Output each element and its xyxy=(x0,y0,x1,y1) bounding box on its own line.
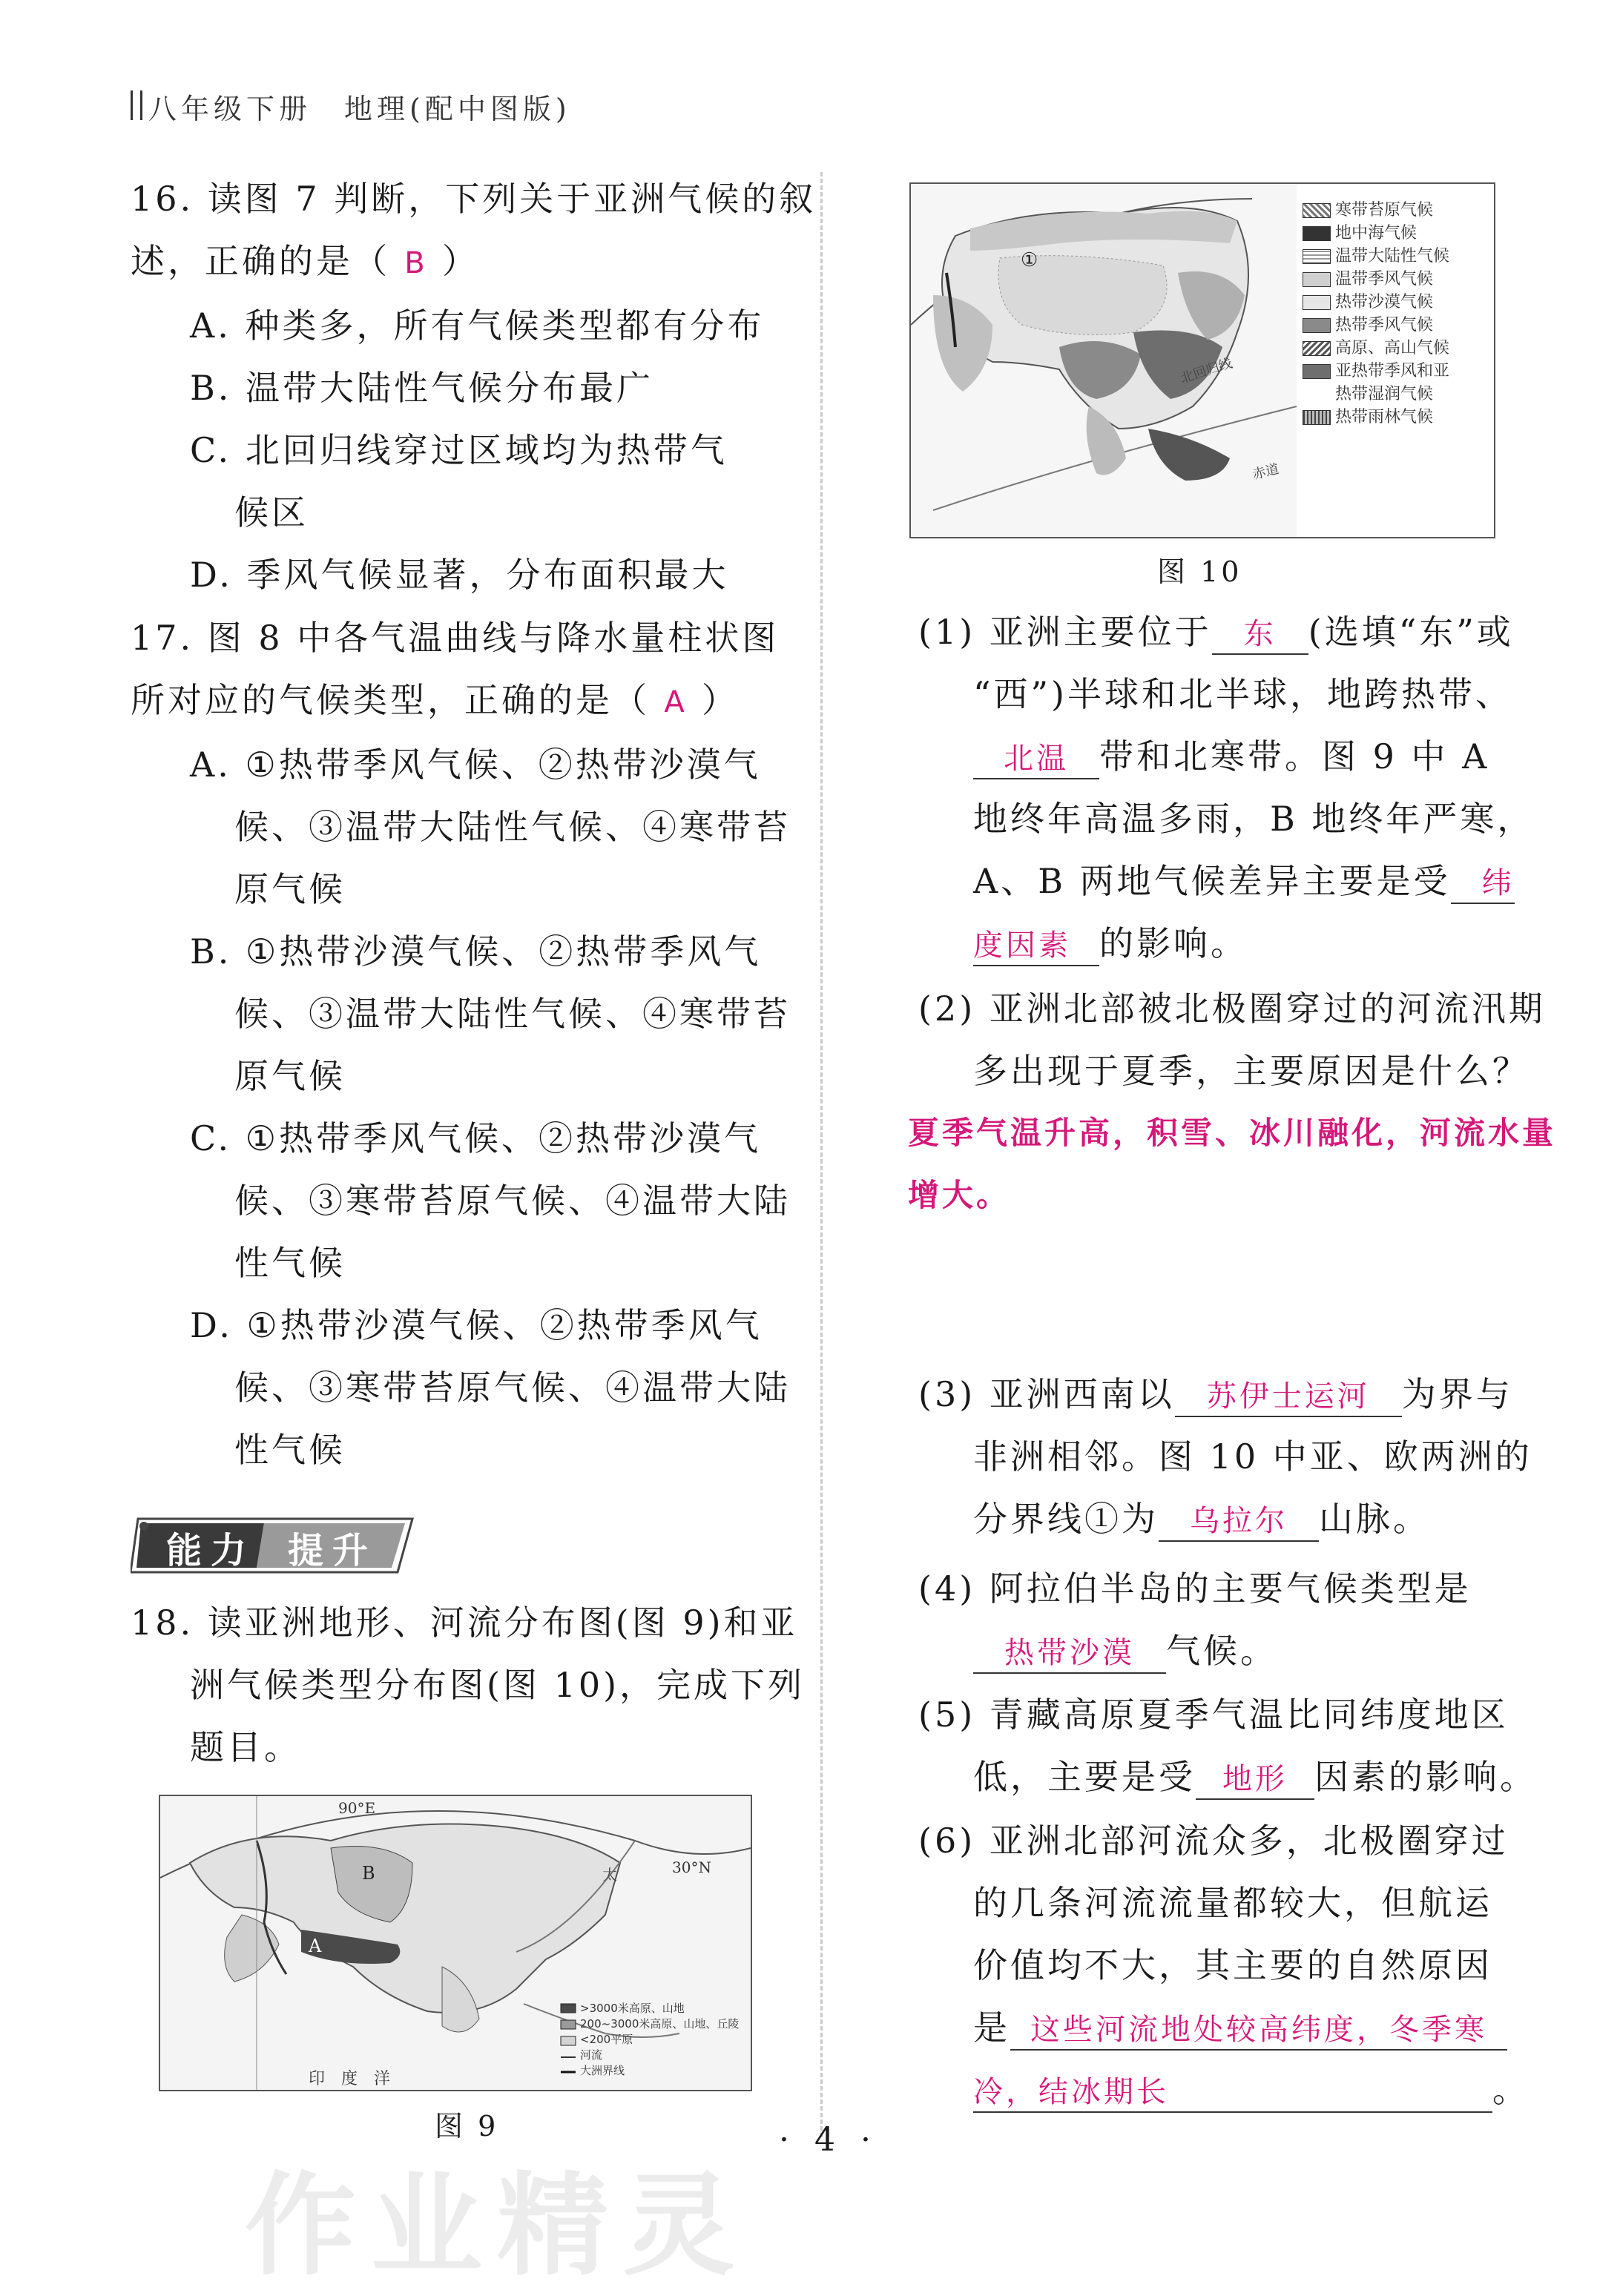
q17-option-a: A. ①热带季风气候、②热带沙漠气 xyxy=(190,745,761,785)
fig9-legend-item: <200平原 xyxy=(580,2033,633,2046)
page-header: 八年级下册 地理(配中图版) xyxy=(148,93,571,125)
fig9-ocean-label: 印 度 洋 xyxy=(309,2070,391,2088)
fig10-legend-item: 温带大陆性气候 xyxy=(1303,245,1449,268)
fig10-tropic-label: 北回归线 xyxy=(1178,355,1234,387)
q16-answer: B xyxy=(404,246,428,280)
fig10-legend-item: 地中海气候 xyxy=(1303,222,1449,245)
fig10-legend-item: 热带雨林气候 xyxy=(1303,406,1449,429)
section-label-1: 能力 xyxy=(166,1530,256,1571)
q17-answer: A xyxy=(664,685,688,719)
figure-10-caption: 图 10 xyxy=(1157,555,1242,588)
p6-line-3: 价值均不大，其主要的自然原因 xyxy=(973,1945,1492,1985)
fig10-marker: ① xyxy=(1021,249,1038,271)
fig9-label-a: A xyxy=(309,1936,322,1956)
q16-line-1: 16. 读图 7 判断，下列关于亚洲气候的叙 xyxy=(131,179,817,219)
section-badge xyxy=(131,1513,412,1571)
fig9-label-b: B xyxy=(362,1863,375,1884)
fig10-legend-item: 热带沙漠气候 xyxy=(1303,291,1449,314)
p4-line-1: (4) 阿拉伯半岛的主要气候类型是 xyxy=(918,1568,1472,1609)
fig9-legend xyxy=(580,2001,739,2079)
question-18-part-1: (1) 亚洲主要位于 东 (选填“东”或 “西”)半球和北半球，地跨热带、 北温 带和北寒带。图 9 中 A 地终年高温多雨，B 地终年严寒， A、B 两地气候差异主要是受 纬 度因素 的影响。 xyxy=(918,601,1534,974)
fig10-legend-item: 热带季风气候 xyxy=(1303,314,1449,337)
q17-option-c-cont2: 性气候 xyxy=(234,1243,346,1283)
q18-line-2: 洲气候类型分布图(图 10)，完成下列 xyxy=(190,1665,806,1705)
answer-latitude-1: 纬 xyxy=(1481,866,1515,900)
watermark-bottom: 作业精灵 xyxy=(245,2162,750,2291)
fig9-legend-item: >3000米高原、山地 xyxy=(580,2002,685,2015)
q17-option-d-cont1: 候、③寒带苔原气候、④温带大陆 xyxy=(234,1368,791,1408)
q17-option-b: B. ①热带沙漠气候、②热带季风气 xyxy=(190,931,762,971)
question-17 xyxy=(131,607,791,1481)
p1-line-4: 地终年高温多雨，B 地终年严寒， xyxy=(973,799,1535,839)
fig10-legend xyxy=(1303,199,1449,429)
answer-suez-canal: 苏伊士运河 xyxy=(1206,1379,1370,1413)
p2-answer-line-1: 夏季气温升高，积雪、冰川融化，河流水量 xyxy=(908,1115,1557,1151)
question-18-part-4: (4) 阿拉伯半岛的主要气候类型是 热带沙漠 气候。 xyxy=(918,1557,1472,1682)
p3-line-2: 非洲相邻。图 10 中亚、欧两洲的 xyxy=(973,1436,1532,1477)
q17-option-d: D. ①热带沙漠气候、②热带季风气 xyxy=(190,1305,763,1345)
fig10-legend-item: 亚热带季风和亚 xyxy=(1303,360,1449,383)
q17-line-1: 17. 图 8 中各气温曲线与降水量柱状图 xyxy=(131,618,780,658)
fig10-legend-item: 高原、高山气候 xyxy=(1303,337,1449,360)
p2-line-2: 多出现于夏季，主要原因是什么？ xyxy=(973,1051,1530,1091)
q16-option-d: D. 季风气候显著，分布面积最大 xyxy=(190,555,729,595)
q17-line-2: 所对应的气候类型，正确的是（ A ） xyxy=(131,680,739,720)
page-number: · 4 · xyxy=(779,2121,878,2159)
p2-line-1: (2) 亚洲北部被北极圈穿过的河流汛期 xyxy=(918,989,1546,1029)
figure-10-map xyxy=(909,182,1495,538)
column-divider xyxy=(820,172,823,2137)
fig9-legend-item: 河流 xyxy=(580,2048,603,2062)
q17-option-b-cont2: 原气候 xyxy=(234,1056,346,1096)
fig9-legend-item: 大洲界线 xyxy=(580,2064,625,2077)
q17-option-d-cont2: 性气候 xyxy=(234,1430,346,1470)
answer-hemisphere: 东 xyxy=(1243,617,1277,651)
q16-line-2: 述，正确的是（ B ） xyxy=(131,241,479,281)
fig10-legend-item: 寒带苔原气候 xyxy=(1303,199,1449,222)
fig9-legend-item: 200~3000米高原、山地、丘陵 xyxy=(580,2017,740,2031)
q17-option-a-cont2: 原气候 xyxy=(234,869,346,909)
question-18-part-6: (6) 亚洲北部河流众多，北极圈穿过 的几条河流流量都较大，但航运 价值均不大，其主要的自然原因 是 这些河流地处较高纬度，冬季寒 冷，结冰期长 。 xyxy=(918,1810,1530,2121)
question-18-part-2 xyxy=(908,977,1557,1227)
answer-temperate: 北温 xyxy=(1004,742,1069,776)
q18-line-1: 18. 读亚洲地形、河流分布图(图 9)和亚 xyxy=(131,1603,798,1643)
p2-answer-line-2: 增大。 xyxy=(908,1177,1011,1213)
answer-terrain: 地形 xyxy=(1222,1762,1288,1796)
figure-9-map xyxy=(159,1795,752,2091)
answer-latitude-2: 度因素 xyxy=(973,928,1071,963)
answer-navigation-reason-2: 冷，结冰期长 xyxy=(973,2075,1169,2109)
q17-option-b-cont1: 候、③温带大陆性气候、④寒带苔 xyxy=(234,994,791,1034)
question-18 xyxy=(131,1591,805,1778)
p6-line-1: (6) 亚洲北部河流众多，北极圈穿过 xyxy=(918,1821,1509,1861)
figure-9-caption: 图 9 xyxy=(435,2110,499,2142)
answer-navigation-reason-1: 这些河流地处较高纬度，冬季寒 xyxy=(1030,2013,1487,2047)
answer-ural: 乌拉尔 xyxy=(1190,1504,1288,1538)
fig10-legend-item: 温带季风气候 xyxy=(1303,268,1449,291)
fig10-equator-label: 赤道 xyxy=(1251,461,1281,483)
question-16 xyxy=(131,168,816,606)
fig10-legend-item: 热带湿润气候 xyxy=(1335,385,1434,403)
p6-line-2: 的几条河流流量都较大，但航运 xyxy=(973,1883,1492,1923)
q16-option-c-cont: 候区 xyxy=(234,492,309,532)
q17-option-c: C. ①热带季风气候、②热带沙漠气 xyxy=(190,1118,762,1158)
q16-option-a: A. 种类多，所有气候类型都有分布 xyxy=(190,306,765,346)
section-label-2: 提升 xyxy=(288,1530,378,1571)
q17-option-a-cont1: 候、③温带大陆性气候、④寒带苔 xyxy=(234,807,791,847)
q16-option-b: B. 温带大陆性气候分布最广 xyxy=(190,368,654,408)
p5-line-1: (5) 青藏高原夏季气温比同纬度地区 xyxy=(918,1695,1509,1735)
q18-line-3: 题目。 xyxy=(190,1727,301,1767)
p1-line-2: “西”)半球和北半球，地跨热带、 xyxy=(973,674,1512,714)
q17-option-c-cont1: 候、③寒带苔原气候、④温带大陆 xyxy=(234,1181,791,1221)
question-18-part-3: (3) 亚洲西南以 苏伊士运河 为界与 非洲相邻。图 10 中亚、欧两洲的 分界线①为 乌拉尔 山脉。 xyxy=(918,1363,1532,1550)
fig9-label-tai: 太 xyxy=(602,1866,617,1884)
fig9-lat-label: 30°N xyxy=(672,1858,711,1876)
q16-option-c: C. 北回归线穿过区域均为热带气 xyxy=(190,430,728,470)
answer-desert-climate: 热带沙漠 xyxy=(1004,1636,1135,1670)
header-bar-icon xyxy=(131,90,142,120)
question-18-part-5: (5) 青藏高原夏季气温比同纬度地区 低，主要是受 地形 因素的影响。 xyxy=(918,1683,1537,1808)
fig9-meridian-label: 90°E xyxy=(338,1799,376,1817)
